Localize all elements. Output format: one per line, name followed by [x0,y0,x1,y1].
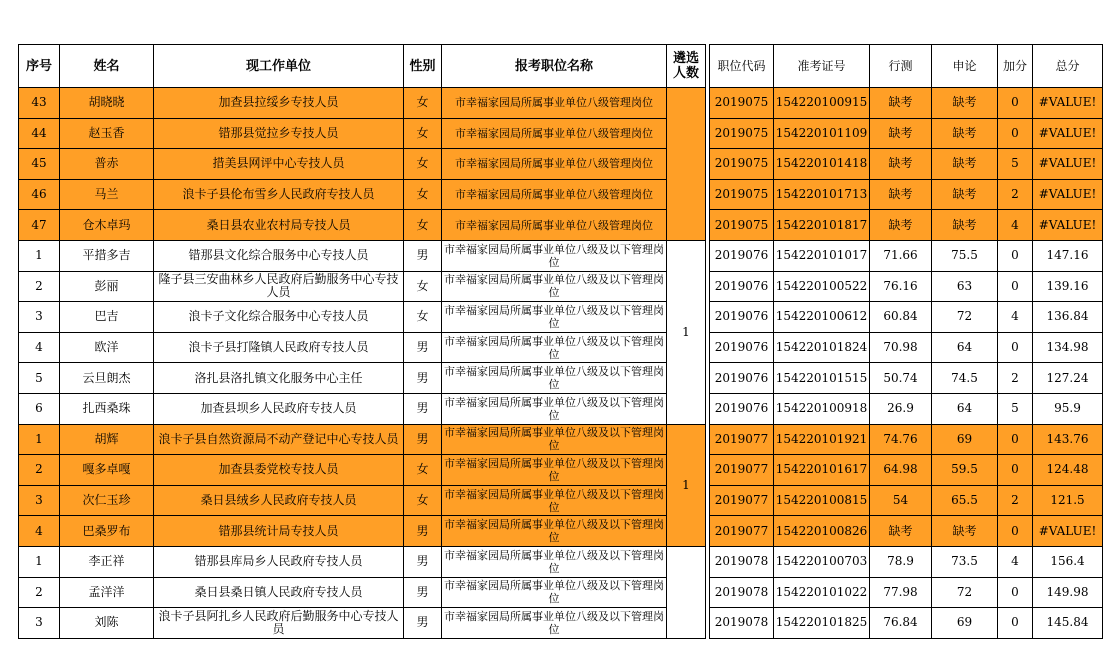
gender-cell: 男 [404,608,442,639]
xingce-cell: 缺考 [870,210,932,241]
shenlun-cell: 72 [932,302,998,333]
ticket-cell: 154220100918 [774,393,870,424]
shenlun-cell: 72 [932,577,998,608]
table-row [19,332,1103,363]
code-cell: 2019075 [710,88,774,119]
shenlun-cell: 74.5 [932,363,998,394]
code-cell: 2019076 [710,363,774,394]
header-count: 遴选人数 [667,45,706,88]
table-row [19,271,1103,302]
name-cell: 欧洋 [60,332,154,363]
unit-cell: 措美县网评中心专技人员 [154,149,404,180]
unit-cell: 错那县文化综合服务中心专技人员 [154,240,404,271]
table-row [19,149,1103,180]
seq-cell: 1 [19,546,60,577]
ticket-cell: 154220101017 [774,240,870,271]
table-row [19,393,1103,424]
seq-cell: 3 [19,485,60,516]
table-row [19,118,1103,149]
xingce-cell: 54 [870,485,932,516]
position-cell: 市幸福家园局所属事业单位八级及以下管理岗位 [442,608,667,639]
shenlun-cell: 65.5 [932,485,998,516]
position-cell: 市幸福家园局所属事业单位八级管理岗位 [442,88,667,119]
position-cell: 市幸福家园局所属事业单位八级及以下管理岗位 [442,302,667,333]
seq-cell: 4 [19,516,60,547]
xingce-cell: 缺考 [870,118,932,149]
ticket-cell: 154220101824 [774,332,870,363]
name-cell: 次仁玉珍 [60,485,154,516]
bonus-cell: 4 [998,302,1033,333]
total-cell: 145.84 [1033,608,1103,639]
gender-cell: 女 [404,179,442,210]
total-cell: 124.48 [1033,455,1103,486]
seq-cell: 1 [19,240,60,271]
shenlun-cell: 73.5 [932,546,998,577]
total-cell: 134.98 [1033,332,1103,363]
code-cell: 2019076 [710,393,774,424]
seq-cell: 2 [19,577,60,608]
gender-cell: 男 [404,240,442,271]
unit-cell: 浪卡子县阿扎乡人民政府后勤服务中心专技人员 [154,608,404,639]
unit-cell: 桑日县绒乡人民政府专技人员 [154,485,404,516]
gender-cell: 男 [404,546,442,577]
position-cell: 市幸福家园局所属事业单位八级及以下管理岗位 [442,516,667,547]
unit-cell: 浪卡子县伦布雪乡人民政府专技人员 [154,179,404,210]
ticket-cell: 154220101109 [774,118,870,149]
header-ticket: 准考证号 [774,45,870,88]
code-cell: 2019075 [710,118,774,149]
total-cell: #VALUE! [1033,179,1103,210]
gender-cell: 女 [404,485,442,516]
count-cell: 1 [667,240,706,424]
gender-cell: 女 [404,455,442,486]
ticket-cell: 154220101825 [774,608,870,639]
name-cell: 巴吉 [60,302,154,333]
header-code: 职位代码 [710,45,774,88]
xingce-cell: 60.84 [870,302,932,333]
xingce-cell: 64.98 [870,455,932,486]
bonus-cell: 2 [998,179,1033,210]
shenlun-cell: 缺考 [932,516,998,547]
header-name: 姓名 [60,45,154,88]
name-cell: 云旦朗杰 [60,363,154,394]
name-cell: 赵玉香 [60,118,154,149]
code-cell: 2019075 [710,149,774,180]
bonus-cell: 0 [998,455,1033,486]
total-cell: 127.24 [1033,363,1103,394]
total-cell: 143.76 [1033,424,1103,455]
total-cell: 147.16 [1033,240,1103,271]
position-cell: 市幸福家园局所属事业单位八级及以下管理岗位 [442,485,667,516]
gender-cell: 男 [404,424,442,455]
table-row [19,363,1103,394]
seq-cell: 2 [19,455,60,486]
shenlun-cell: 缺考 [932,210,998,241]
header-gender: 性别 [404,45,442,88]
name-cell: 彭丽 [60,271,154,302]
name-cell: 李正祥 [60,546,154,577]
xingce-cell: 缺考 [870,179,932,210]
total-cell: 95.9 [1033,393,1103,424]
code-cell: 2019076 [710,332,774,363]
seq-cell: 1 [19,424,60,455]
code-cell: 2019076 [710,271,774,302]
xingce-cell: 71.66 [870,240,932,271]
total-cell: #VALUE! [1033,118,1103,149]
ticket-cell: 154220100826 [774,516,870,547]
header-xingce: 行测 [870,45,932,88]
shenlun-cell: 75.5 [932,240,998,271]
position-cell: 市幸福家园局所属事业单位八级及以下管理岗位 [442,271,667,302]
seq-cell: 5 [19,363,60,394]
table-row [19,210,1103,241]
seq-cell: 3 [19,302,60,333]
name-cell: 孟洋洋 [60,577,154,608]
table-row [19,546,1103,577]
code-cell: 2019076 [710,240,774,271]
seq-cell: 47 [19,210,60,241]
name-cell: 平措多吉 [60,240,154,271]
xingce-cell: 74.76 [870,424,932,455]
shenlun-cell: 缺考 [932,149,998,180]
table-row [19,302,1103,333]
unit-cell: 洛扎县洛扎镇文化服务中心主任 [154,363,404,394]
unit-cell: 错那县统计局专技人员 [154,516,404,547]
ticket-cell: 154220101515 [774,363,870,394]
ticket-cell: 154220100703 [774,546,870,577]
position-cell: 市幸福家园局所属事业单位八级管理岗位 [442,210,667,241]
count-cell: 1 [667,424,706,546]
shenlun-cell: 缺考 [932,179,998,210]
shenlun-cell: 69 [932,424,998,455]
gender-cell: 女 [404,149,442,180]
name-cell: 普赤 [60,149,154,180]
table-row [19,455,1103,486]
total-cell: 156.4 [1033,546,1103,577]
unit-cell: 错那县觉拉乡专技人员 [154,118,404,149]
bonus-cell: 5 [998,393,1033,424]
position-cell: 市幸福家园局所属事业单位八级及以下管理岗位 [442,332,667,363]
table-body [19,88,1103,639]
total-cell: #VALUE! [1033,149,1103,180]
unit-cell: 浪卡子县打隆镇人民政府专技人员 [154,332,404,363]
seq-cell: 2 [19,271,60,302]
gender-cell: 女 [404,302,442,333]
header-unit: 现工作单位 [154,45,404,88]
xingce-cell: 26.9 [870,393,932,424]
position-cell: 市幸福家园局所属事业单位八级管理岗位 [442,179,667,210]
xingce-cell: 50.74 [870,363,932,394]
position-cell: 市幸福家园局所属事业单位八级及以下管理岗位 [442,240,667,271]
unit-cell: 浪卡子县自然资源局不动产登记中心专技人员 [154,424,404,455]
xingce-cell: 77.98 [870,577,932,608]
code-cell: 2019076 [710,302,774,333]
ticket-cell: 154220100815 [774,485,870,516]
gender-cell: 女 [404,210,442,241]
bonus-cell: 4 [998,210,1033,241]
seq-cell: 46 [19,179,60,210]
xingce-cell: 76.16 [870,271,932,302]
header-position: 报考职位名称 [442,45,667,88]
ticket-cell: 154220101713 [774,179,870,210]
bonus-cell: 2 [998,363,1033,394]
unit-cell: 隆子县三安曲林乡人民政府后勤服务中心专技人员 [154,271,404,302]
name-cell: 胡辉 [60,424,154,455]
name-cell: 巴桑罗布 [60,516,154,547]
name-cell: 马兰 [60,179,154,210]
score-table [18,44,1103,639]
position-cell: 市幸福家园局所属事业单位八级管理岗位 [442,118,667,149]
seq-cell: 6 [19,393,60,424]
position-cell: 市幸福家园局所属事业单位八级及以下管理岗位 [442,363,667,394]
unit-cell: 桑日县桑日镇人民政府专技人员 [154,577,404,608]
position-cell: 市幸福家园局所属事业单位八级及以下管理岗位 [442,546,667,577]
total-cell: 121.5 [1033,485,1103,516]
header-total: 总分 [1033,45,1103,88]
total-cell: #VALUE! [1033,88,1103,119]
header-shenlun: 申论 [932,45,998,88]
gender-cell: 女 [404,271,442,302]
table-row [19,608,1103,639]
name-cell: 扎西桑珠 [60,393,154,424]
seq-cell: 4 [19,332,60,363]
xingce-cell: 70.98 [870,332,932,363]
total-cell: 139.16 [1033,271,1103,302]
bonus-cell: 0 [998,424,1033,455]
code-cell: 2019077 [710,485,774,516]
table-row [19,424,1103,455]
gender-cell: 男 [404,332,442,363]
bonus-cell: 0 [998,577,1033,608]
name-cell: 仓木卓玛 [60,210,154,241]
shenlun-cell: 缺考 [932,118,998,149]
shenlun-cell: 缺考 [932,88,998,119]
ticket-cell: 154220100915 [774,88,870,119]
bonus-cell: 0 [998,240,1033,271]
bonus-cell: 0 [998,88,1033,119]
xingce-cell: 76.84 [870,608,932,639]
bonus-cell: 0 [998,271,1033,302]
xingce-cell: 缺考 [870,516,932,547]
total-cell: #VALUE! [1033,516,1103,547]
bonus-cell: 0 [998,332,1033,363]
total-cell: #VALUE! [1033,210,1103,241]
unit-cell: 加查县委党校专技人员 [154,455,404,486]
gender-cell: 女 [404,118,442,149]
bonus-cell: 5 [998,149,1033,180]
ticket-cell: 154220101921 [774,424,870,455]
total-cell: 136.84 [1033,302,1103,333]
shenlun-cell: 64 [932,393,998,424]
table-row [19,577,1103,608]
unit-cell: 桑日县农业农村局专技人员 [154,210,404,241]
shenlun-cell: 69 [932,608,998,639]
seq-cell: 44 [19,118,60,149]
table-row [19,88,1103,119]
shenlun-cell: 59.5 [932,455,998,486]
gender-cell: 男 [404,577,442,608]
position-cell: 市幸福家园局所属事业单位八级及以下管理岗位 [442,424,667,455]
header-seq: 序号 [19,45,60,88]
ticket-cell: 154220101022 [774,577,870,608]
ticket-cell: 154220101418 [774,149,870,180]
bonus-cell: 0 [998,118,1033,149]
table-row [19,516,1103,547]
code-cell: 2019078 [710,546,774,577]
bonus-cell: 0 [998,516,1033,547]
header-row [19,45,1103,88]
position-cell: 市幸福家园局所属事业单位八级及以下管理岗位 [442,577,667,608]
total-cell: 149.98 [1033,577,1103,608]
position-cell: 市幸福家园局所属事业单位八级及以下管理岗位 [442,455,667,486]
count-cell [667,546,706,638]
count-cell [667,88,706,241]
bonus-cell: 2 [998,485,1033,516]
shenlun-cell: 63 [932,271,998,302]
xingce-cell: 缺考 [870,88,932,119]
xingce-cell: 缺考 [870,149,932,180]
code-cell: 2019077 [710,455,774,486]
code-cell: 2019078 [710,577,774,608]
name-cell: 嘎多卓嘎 [60,455,154,486]
table-row [19,485,1103,516]
unit-cell: 加查县坝乡人民政府专技人员 [154,393,404,424]
unit-cell: 浪卡子文化综合服务中心专技人员 [154,302,404,333]
name-cell: 胡晓晓 [60,88,154,119]
ticket-cell: 154220101817 [774,210,870,241]
position-cell: 市幸福家园局所属事业单位八级及以下管理岗位 [442,393,667,424]
seq-cell: 3 [19,608,60,639]
seq-cell: 45 [19,149,60,180]
bonus-cell: 4 [998,546,1033,577]
code-cell: 2019077 [710,424,774,455]
ticket-cell: 154220100612 [774,302,870,333]
gender-cell: 男 [404,363,442,394]
table-row [19,240,1103,271]
position-cell: 市幸福家园局所属事业单位八级管理岗位 [442,149,667,180]
shenlun-cell: 64 [932,332,998,363]
unit-cell: 加查县拉绥乡专技人员 [154,88,404,119]
gender-cell: 男 [404,516,442,547]
code-cell: 2019075 [710,210,774,241]
gender-cell: 女 [404,88,442,119]
table-row [19,179,1103,210]
ticket-cell: 154220100522 [774,271,870,302]
xingce-cell: 78.9 [870,546,932,577]
code-cell: 2019078 [710,608,774,639]
name-cell: 刘陈 [60,608,154,639]
code-cell: 2019077 [710,516,774,547]
code-cell: 2019075 [710,179,774,210]
seq-cell: 43 [19,88,60,119]
header-bonus: 加分 [998,45,1033,88]
bonus-cell: 0 [998,608,1033,639]
ticket-cell: 154220101617 [774,455,870,486]
unit-cell: 错那县库局乡人民政府专技人员 [154,546,404,577]
gender-cell: 男 [404,393,442,424]
